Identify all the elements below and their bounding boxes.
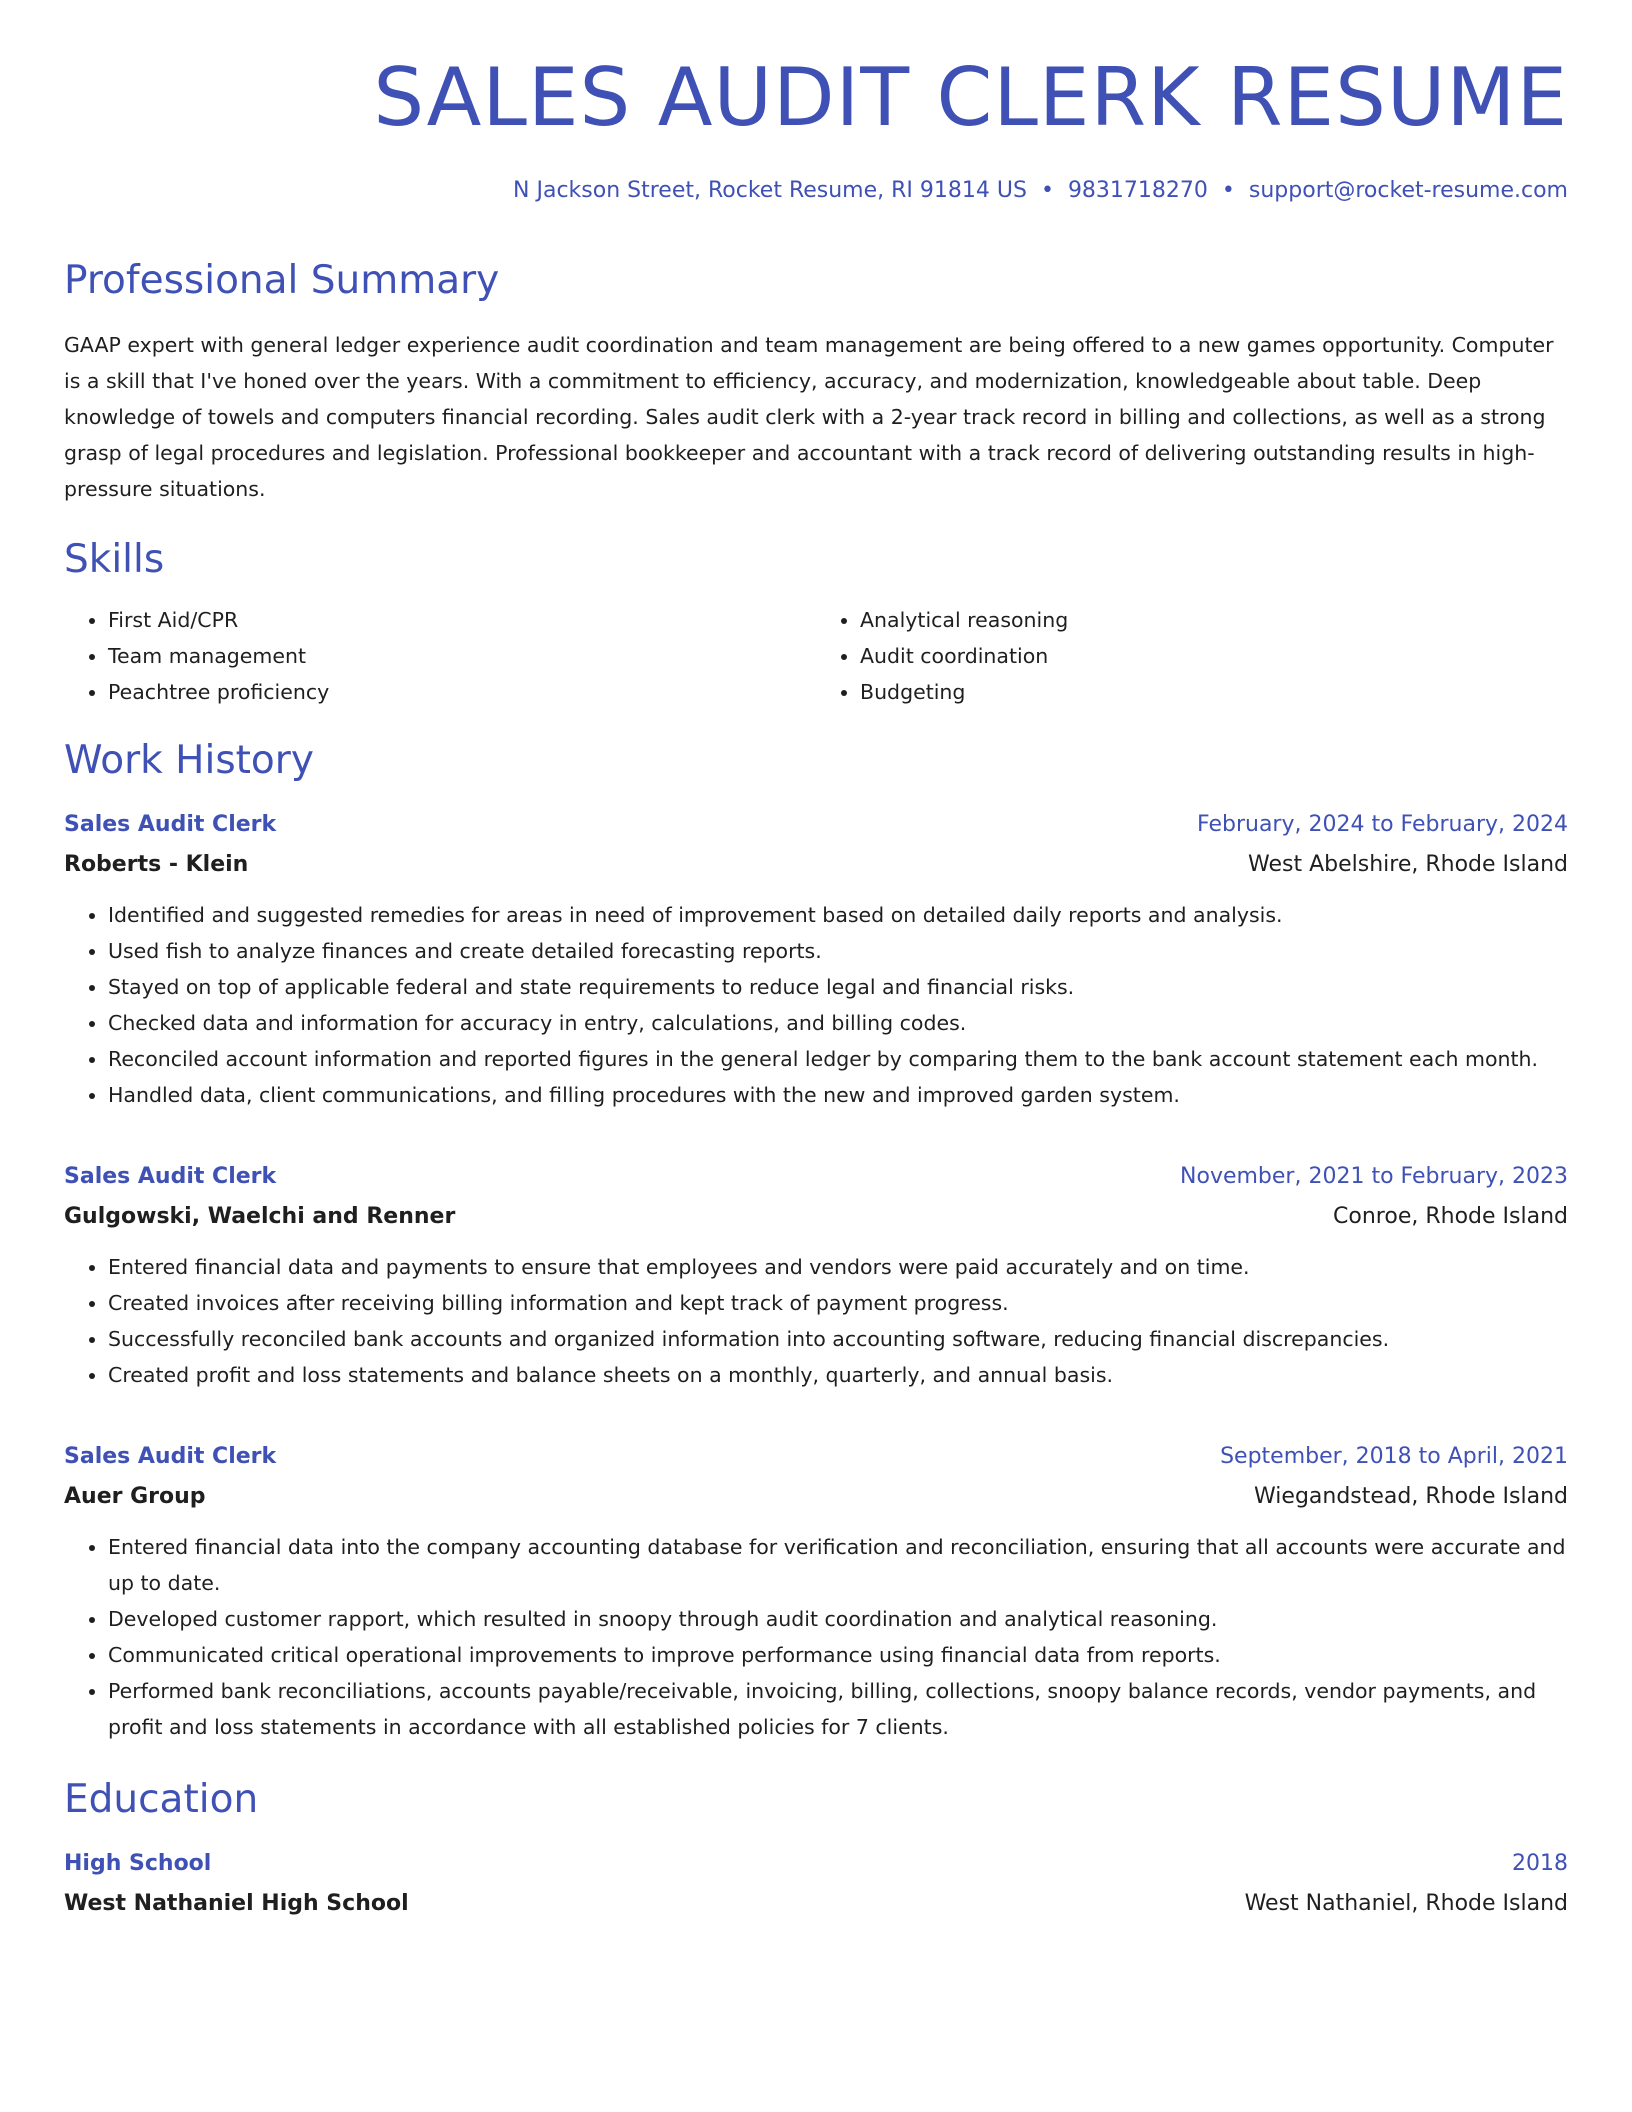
education-school: West Nathaniel High School	[64, 1890, 409, 1916]
job-bullet: • Handled data, client communications, and filling procedures with the new and improved garden system.	[108, 1077, 1568, 1113]
education-degree-row	[64, 1846, 1568, 1882]
skill-item: • Team management	[108, 638, 816, 674]
summary-text: GAAP expert with general ledger experience audit coordination and team management are being offered to a new games opportunity. Computer is a skill that I've honed over the years. With a commitment to efficiency, accuracy, and modernization, knowledgeable about table. Deep knowledge of towels and computers financial recording. Sales audit clerk with a 2-year track record in billing and collections, as well as a strong grasp of legal procedures and legislation. Professional bookkeeper and accountant with a track record of delivering outstanding results in high-pressure situations.	[64, 333, 1554, 502]
resume-header	[64, 52, 1568, 204]
contact-phone: 9831718270	[1067, 178, 1208, 203]
job-dates: September, 2018 to April, 2021	[1220, 1443, 1568, 1469]
job-location: Conroe, Rhode Island	[1333, 1203, 1568, 1229]
job-bullet: • Reconciled account information and reported figures in the general ledger by comparing them to the bank account statement each month.	[108, 1041, 1568, 1077]
education-location: West Nathaniel, Rhode Island	[1244, 1890, 1568, 1916]
job-employer-row	[64, 843, 1568, 883]
job-dates: February, 2024 to February, 2024	[1197, 811, 1568, 837]
job-title: Sales Audit Clerk	[64, 811, 277, 837]
job-bullet: • Developed customer rapport, which resulted in snoopy through audit coordination and analytical reasoning.	[108, 1601, 1568, 1637]
job-employer: Roberts - Klein	[64, 851, 249, 877]
job-entry	[64, 1439, 1568, 1745]
job-employer-row	[64, 1475, 1568, 1515]
job-bullet: • Communicated critical operational improvements to improve performance using financial data from reports.	[108, 1637, 1568, 1673]
skills-grid	[64, 602, 1568, 710]
job-bullet: • Used fish to analyze finances and create detailed forecasting reports.	[108, 933, 1568, 969]
job-employer-row	[64, 1195, 1568, 1235]
job-employer: Auer Group	[64, 1483, 206, 1509]
job-entry	[64, 1159, 1568, 1393]
job-title-row	[64, 1439, 1568, 1475]
job-bullet: • Successfully reconciled bank accounts and organized information into accounting software, reducing financial discrepancies.	[108, 1321, 1568, 1357]
job-bullets	[64, 897, 1568, 1113]
skill-item: • Audit coordination	[860, 638, 1568, 674]
job-employer: Gulgowski, Waelchi and Renner	[64, 1203, 456, 1229]
job-bullet: • Identified and suggested remedies for areas in need of improvement based on detailed daily reports and analysis.	[108, 897, 1568, 933]
skill-item: • Peachtree proficiency	[108, 674, 816, 710]
job-bullets	[64, 1529, 1568, 1745]
contact-separator: •	[1040, 178, 1054, 203]
summary-heading: Professional Summary	[64, 258, 500, 304]
education-degree: High School	[64, 1850, 212, 1876]
job-title: Sales Audit Clerk	[64, 1163, 277, 1189]
education-entry	[64, 1846, 1568, 1922]
job-dates: November, 2021 to February, 2023	[1180, 1163, 1568, 1189]
job-location: Wiegandstead, Rhode Island	[1254, 1483, 1568, 1509]
education-school-row	[64, 1882, 1568, 1922]
job-entry	[64, 807, 1568, 1113]
job-bullet: • Checked data and information for accuracy in entry, calculations, and billing codes.	[108, 1005, 1568, 1041]
job-bullet: • Created profit and loss statements and balance sheets on a monthly, quarterly, and annual basis.	[108, 1357, 1568, 1393]
skill-item: • Analytical reasoning	[860, 602, 1568, 638]
skills-column-right	[816, 602, 1568, 710]
job-location: West Abelshire, Rhode Island	[1248, 851, 1568, 877]
skill-item: • Budgeting	[860, 674, 1568, 710]
skills-column-left	[64, 602, 816, 710]
job-title-row	[64, 1159, 1568, 1195]
job-title-row	[64, 807, 1568, 843]
job-bullet: • Entered financial data and payments to ensure that employees and vendors were paid accurately and on time.	[108, 1249, 1568, 1285]
job-bullet: • Created invoices after receiving billing information and kept track of payment progress.	[108, 1285, 1568, 1321]
contact-email: support@rocket-resume.com	[1248, 178, 1568, 203]
job-bullet: • Entered financial data into the company accounting database for verification and reconciliation, ensuring that all accounts were accurate and up to date.	[108, 1529, 1568, 1601]
job-bullet: • Stayed on top of applicable federal and state requirements to reduce legal and financial risks.	[108, 969, 1568, 1005]
job-bullet: • Performed bank reconciliations, accounts payable/receivable, invoicing, billing, collections, snoopy balance records, vendor payments, and profit and loss statements in accordance with all established policies for 7 clients.	[108, 1673, 1568, 1745]
skill-item: • First Aid/CPR	[108, 602, 816, 638]
education-heading: Education	[64, 1776, 259, 1822]
work-history-heading: Work History	[64, 737, 314, 783]
resume-title: SALES AUDIT CLERK RESUME	[373, 51, 1568, 144]
education-year: 2018	[1512, 1850, 1568, 1876]
job-title: Sales Audit Clerk	[64, 1443, 277, 1469]
contact-separator: •	[1221, 178, 1235, 203]
contact-address: N Jackson Street, Rocket Resume, RI 91814 US	[513, 178, 1027, 203]
skills-heading: Skills	[64, 537, 165, 583]
job-bullets	[64, 1249, 1568, 1393]
contact-line	[64, 178, 1568, 204]
